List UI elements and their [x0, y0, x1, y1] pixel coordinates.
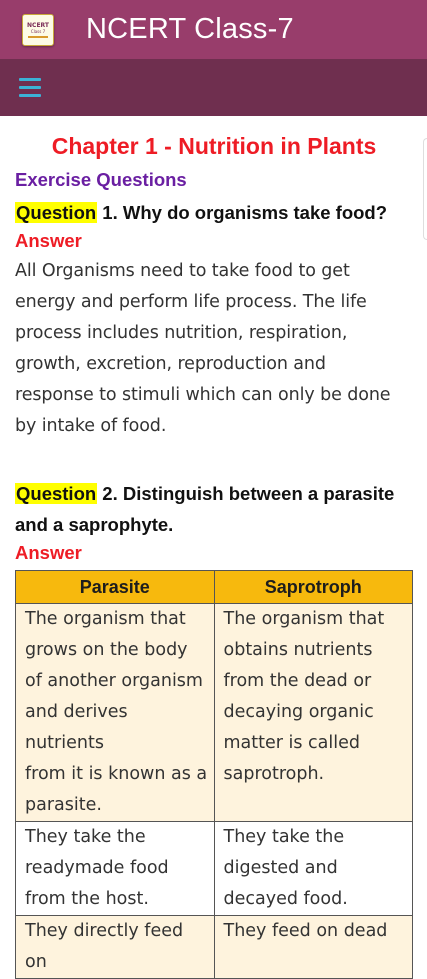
cell-line: saprotroph. — [223, 764, 325, 784]
cell-line: from the host. — [25, 889, 149, 909]
cell-line: obtains nutrients — [223, 640, 373, 660]
table-cell — [214, 822, 413, 916]
cell-line: and derives nutrients — [25, 702, 128, 753]
cell-line: parasite. — [25, 795, 102, 815]
question-text: 2. Distinguish between a parasite — [97, 483, 395, 504]
menu-bar-line — [19, 94, 41, 97]
cell-line: digested and — [223, 858, 338, 878]
column-header-parasite: Parasite — [16, 571, 215, 604]
question-tag: Question — [16, 483, 97, 504]
answer-line: by intake of food. — [15, 416, 167, 436]
cell-line: They feed on dead — [223, 921, 388, 941]
chapter-title: Chapter 1 - Nutrition in Plants — [51, 133, 377, 159]
logo-text-line2: Class 7 — [30, 28, 46, 34]
question-tag: Question — [16, 202, 97, 223]
menu-bar-line — [19, 86, 41, 89]
ncert-logo-icon — [22, 14, 54, 46]
logo-text-line1: NCERT — [27, 21, 49, 29]
cell-line: The organism that — [25, 609, 186, 629]
table-row — [16, 604, 413, 822]
answer-line: energy and perform life process. The life — [15, 292, 367, 312]
table-header-row — [16, 571, 413, 604]
table-row — [16, 916, 413, 979]
cell-line: of another organism — [25, 671, 203, 691]
app-title: NCERT Class-7 — [86, 13, 294, 45]
section-title: Exercise Questions — [15, 169, 187, 190]
cell-line: decaying organic — [223, 702, 374, 722]
comparison-table — [15, 570, 413, 979]
answer-line: growth, excretion, reproduction and — [15, 354, 326, 374]
answer-1-text — [15, 256, 413, 442]
table-cell — [16, 916, 215, 979]
cell-line: They take the — [25, 827, 146, 847]
cell-line: matter is called — [223, 733, 361, 753]
table-row — [16, 822, 413, 916]
table-cell — [214, 916, 413, 979]
answer-line: All Organisms need to take food to get — [15, 261, 350, 281]
cell-line: from the dead or — [223, 671, 372, 691]
table-cell — [16, 604, 215, 822]
answer-line: response to stimuli which can only be done — [15, 385, 391, 405]
cell-line: They take the — [223, 827, 345, 847]
question-text: 1. Why do organisms take food? — [97, 202, 388, 223]
spacer — [15, 442, 413, 473]
cell-line: from it is known as a — [25, 764, 208, 784]
cell-line: readymade food — [25, 858, 169, 878]
question-text: and a saprophyte. — [15, 514, 174, 535]
logo-stripe — [28, 36, 48, 38]
cell-line: grows on the body — [25, 640, 188, 660]
hamburger-menu-icon[interactable] — [19, 77, 41, 99]
table-cell — [16, 822, 215, 916]
toolbar — [0, 59, 427, 116]
chapter-content[interactable] — [0, 116, 427, 972]
cell-line: The organism that — [223, 609, 385, 629]
app-bar — [0, 0, 427, 59]
question-line — [15, 478, 413, 509]
cell-line: decayed food. — [223, 889, 348, 909]
table-cell — [214, 604, 413, 822]
question-2 — [15, 478, 413, 540]
question-1 — [15, 197, 413, 228]
column-header-saprotroph: Saprotroph — [214, 571, 413, 604]
answer-label: Answer — [15, 542, 82, 563]
menu-bar-line — [19, 78, 41, 81]
answer-label: Answer — [15, 230, 82, 251]
cell-line: They directly feed on — [25, 921, 184, 972]
answer-line: process includes nutrition, respiration, — [15, 323, 348, 343]
